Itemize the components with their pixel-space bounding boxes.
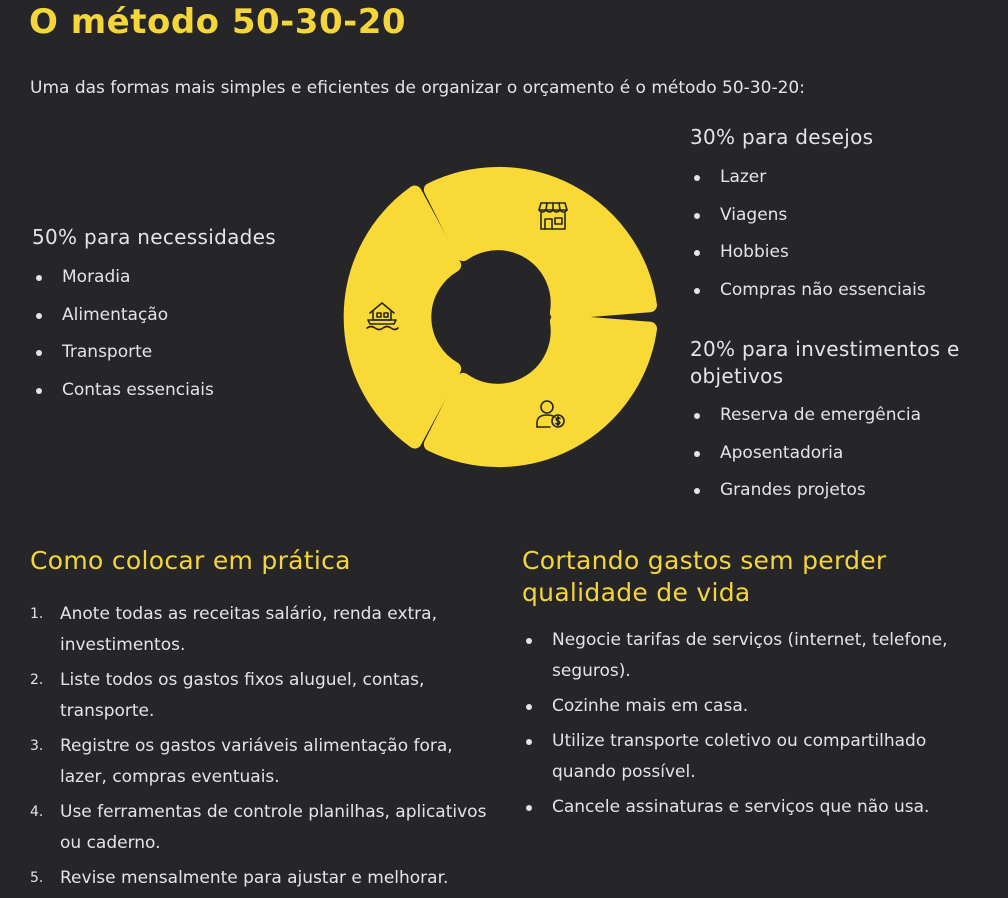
step-text: Liste todos os gastos fixos aluguel, contas, transporte.	[60, 670, 425, 721]
invest-list	[690, 403, 990, 502]
step-number: 3.	[30, 738, 44, 754]
step-text: Use ferramentas de controle planilhas, aplicativos ou caderno.	[60, 802, 487, 853]
list-item: Contas essenciais	[32, 378, 332, 402]
list-item: Utilize transporte coletivo ou compartilhado quando possível.	[522, 726, 982, 788]
step-text: Revise mensalmente para ajustar e melhorar.	[60, 868, 449, 888]
needs-heading: 50% para necessidades	[32, 225, 276, 249]
wants-section	[690, 124, 990, 315]
cutting-heading: Cortando gastos sem perder qualidade de vida	[522, 546, 887, 607]
step-item	[30, 797, 490, 859]
list-item: Compras não essenciais	[690, 278, 990, 302]
step-number: 1.	[30, 606, 44, 622]
practice-section	[30, 545, 490, 898]
practice-steps	[30, 599, 490, 894]
cutting-section	[522, 545, 982, 827]
step-number: 5.	[30, 870, 44, 886]
practice-heading: Como colocar em prática	[30, 546, 351, 575]
step-text: Registre os gastos variáveis alimentação fora, lazer, compras eventuais.	[60, 736, 453, 787]
step-number: 4.	[30, 804, 44, 820]
donut-segment-invest	[431, 321, 650, 460]
page-title: O método 50-30-20	[29, 2, 407, 42]
donut-segment-needs	[351, 192, 454, 441]
step-item	[30, 863, 490, 894]
list-item: Lazer	[690, 165, 990, 189]
list-item: Cancele assinaturas e serviços que não usa.	[522, 792, 982, 823]
list-item: Negocie tarifas de serviços (internet, telefone, seguros).	[522, 625, 982, 687]
step-text: Anote todas as receitas salário, renda extra, investimentos.	[60, 604, 437, 655]
step-item	[30, 599, 490, 661]
needs-list	[32, 265, 332, 402]
step-item	[30, 731, 490, 793]
step-item	[30, 665, 490, 727]
invest-section	[690, 336, 990, 516]
list-item: Reserva de emergência	[690, 403, 990, 427]
donut-segment-wants	[431, 174, 650, 313]
intro-text: Uma das formas mais simples e eficientes de organizar o orçamento é o método 50-30-20:	[30, 78, 805, 98]
budget-donut-diagram	[330, 150, 664, 484]
list-item: Hobbies	[690, 240, 990, 264]
cutting-list	[522, 625, 982, 823]
list-item: Cozinhe mais em casa.	[522, 691, 982, 722]
wants-list	[690, 165, 990, 302]
list-item: Aposentadoria	[690, 441, 990, 465]
list-item: Moradia	[32, 265, 332, 289]
invest-heading: 20% para investimentos e objetivos	[690, 337, 960, 388]
list-item: Alimentação	[32, 303, 332, 327]
needs-section	[32, 224, 332, 415]
list-item: Viagens	[690, 203, 990, 227]
list-item: Grandes projetos	[690, 478, 990, 502]
step-number: 2.	[30, 672, 44, 688]
list-item: Transporte	[32, 340, 332, 364]
wants-heading: 30% para desejos	[690, 125, 874, 149]
